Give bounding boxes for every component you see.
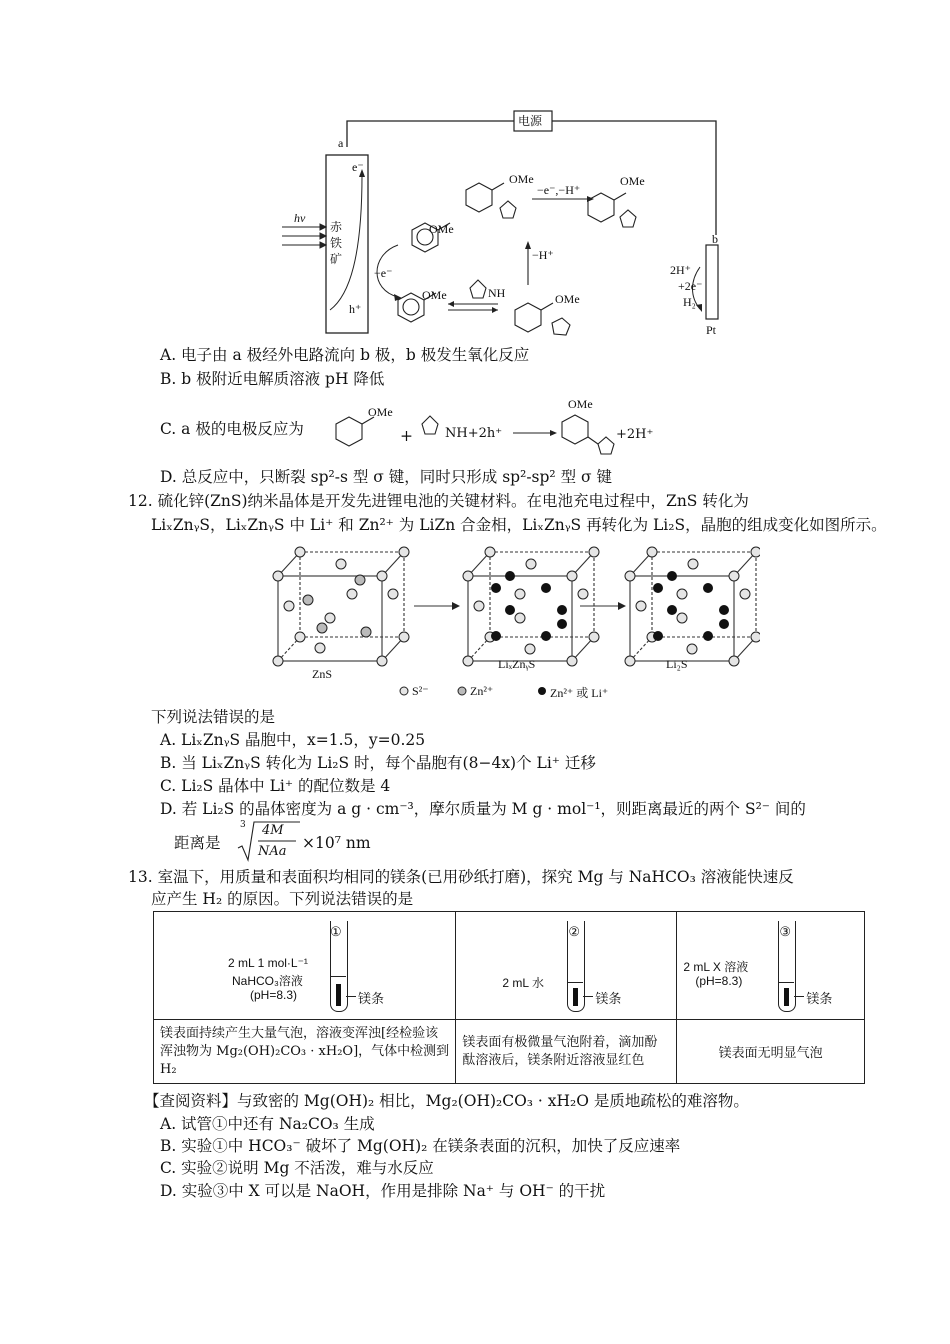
pt-electrode xyxy=(706,245,718,319)
q11-option-c-prefix: C. a 极的电极反应为 xyxy=(160,420,304,438)
q12-stem-line2: LiₓZnᵧS，LiₓZnᵧS 中 Li⁺ 和 Zn²⁺ 为 LiZn 合金相，LiₓZnᵧS 再转化为 Li₂S，晶胞的组成变化如图所示。 xyxy=(151,516,887,534)
ome-label-1: OMe xyxy=(429,222,454,236)
q13-stem-line2: 应产生 H₂ 的原因。下列说法错误的是 xyxy=(151,890,414,908)
q13-reference: 【查阅资料】与致密的 Mg(OH)₂ 相比，Mg₂(OH)₂CO₃ · xH₂O 是质地疏松的难溶物。 xyxy=(144,1092,749,1110)
tube-label-1c: (pH=8.3) xyxy=(250,987,298,1002)
q12-numerator: 4M xyxy=(262,823,284,838)
cell-label-li2s: Li₂S xyxy=(666,657,688,671)
tube-strip-2: 镁条 xyxy=(595,990,622,1006)
q13-stem-line1: 13. 室温下，用质量和表面积均相同的镁条(已用砂纸打磨)，探究 Mg 与 NaHCO₃ 溶液能快速反 xyxy=(128,868,794,886)
q11-c-ome-2: OMe xyxy=(568,397,593,411)
q12-root-index: 3 xyxy=(240,820,246,830)
q12-denominator: NAa xyxy=(258,844,287,859)
hematite-char-3: 矿 xyxy=(330,252,343,266)
power-label: 电源 xyxy=(518,114,543,128)
q12-option-a: A. LiₓZnᵧS 晶胞中，x=1.5，y=0.25 xyxy=(160,731,426,749)
q13-experiment-table xyxy=(153,911,865,1084)
q12-option-d-suffix: ×10⁷ nm xyxy=(302,834,371,852)
tube-label-2a: 2 mL 水 xyxy=(502,975,544,990)
electrode-a-label: a xyxy=(338,136,344,150)
tube-num-2: ② xyxy=(568,923,581,939)
legend-s-label: S²⁻ xyxy=(412,684,429,698)
minus-e-minus-h-label: −e⁻,−H⁺ xyxy=(537,183,581,197)
cell-label-lixznys: LiₓZnᵧS xyxy=(498,657,536,671)
legend-s-marker xyxy=(400,687,408,695)
q12-stem-line1: 12. 硫化锌(ZnS)纳米晶体是开发先进锂电池的关键材料。在电池充电过程中，ZnS 转化为 xyxy=(128,492,749,510)
hole-label: h⁺ xyxy=(349,302,362,316)
q12-option-b: B. 当 LiₓZnᵧS 转化为 Li₂S 时，每个晶胞有(8−4x)个 Li⁺ 迁移 xyxy=(160,754,596,772)
ome-label-4: OMe xyxy=(555,292,580,306)
q11-c-ome-1: OMe xyxy=(368,405,393,419)
cathode-h2: H₂ xyxy=(683,295,696,309)
tube-num-1: ① xyxy=(330,923,342,939)
light-label: hν xyxy=(294,211,306,225)
tube-label-1b: NaHCO₃溶液 xyxy=(232,973,303,988)
hematite-char-1: 赤 xyxy=(330,220,343,234)
electrode-b-label: b xyxy=(712,232,718,246)
minus-e-label: −e⁻ xyxy=(374,266,393,280)
q12-option-c: C. Li₂S 晶体中 Li⁺ 的配位数是 4 xyxy=(160,777,391,795)
cell-label-zns: ZnS xyxy=(312,667,333,681)
legend-zn-label: Zn²⁺ xyxy=(470,684,494,698)
tube-label-3b: (pH=8.3) xyxy=(695,973,743,988)
q13-option-a: A. 试管①中还有 Na₂CO₃ 生成 xyxy=(160,1115,375,1133)
q11-option-c-plus: + xyxy=(400,427,413,445)
q11-option-a: A. 电子由 a 极经外电路流向 b 极，b 极发生氧化反应 xyxy=(160,346,530,364)
tube-strip-1: 镁条 xyxy=(358,990,385,1006)
q12-crystal-figure xyxy=(270,540,760,715)
legend-znli-marker xyxy=(538,687,546,695)
q13-option-b: B. 实验①中 HCO₃⁻ 破坏了 Mg(OH)₂ 在镁条表面的沉积，加快了反应速率 xyxy=(160,1137,681,1155)
tube-cell-2 xyxy=(456,912,677,1020)
nh-label: NH xyxy=(488,286,506,300)
tube-strip-3: 镁条 xyxy=(806,990,833,1006)
q11-option-b: B. b 极附近电解质溶液 pH 降低 xyxy=(160,370,385,388)
q11-option-d: D. 总反应中，只断裂 sp²-s 型 σ 键，同时只形成 sp²-sp² 型 σ 键 xyxy=(160,468,613,486)
q11-option-c-nh: NH+2h⁺ xyxy=(445,426,503,441)
legend-zn-marker xyxy=(458,687,466,695)
tube-cell-3 xyxy=(677,912,865,1020)
result-cell-1: 镁表面持续产生大量气泡，溶液变浑浊[经检验该浑浊物为 Mg₂(OH)₂CO₃ · xH₂O]，气体中检测到 H₂ xyxy=(154,1020,456,1084)
cathode-2e: +2e⁻ xyxy=(678,279,703,293)
ome-label-2: OMe xyxy=(422,288,447,302)
q11-option-c-right: +2H⁺ xyxy=(616,427,654,442)
q12-option-d-line1: D. 若 Li₂S 的晶体密度为 a g · cm⁻³，摩尔质量为 M g · mol⁻¹，则距离最近的两个 S²⁻ 间的 xyxy=(160,800,806,818)
minus-h-label: −H⁺ xyxy=(532,248,554,262)
q13-option-c: C. 实验②说明 Mg 不活泼，难与水反应 xyxy=(160,1159,434,1177)
tube-label-3a: 2 mL X 溶液 xyxy=(683,959,749,974)
cathode-2h: 2H⁺ xyxy=(670,263,691,277)
result-cell-2: 镁表面有极微量气泡附着，滴加酚酞溶液后，镁条附近溶液显红色 xyxy=(456,1020,677,1084)
hematite-char-2: 铁 xyxy=(330,236,343,250)
ome-label-5: OMe xyxy=(620,174,645,188)
q12-option-d-prefix: 距离是 xyxy=(174,834,221,852)
electron-label: e⁻ xyxy=(352,160,364,174)
q12-prompt: 下列说法错误的是 xyxy=(151,708,276,726)
tube-num-3: ③ xyxy=(779,923,791,939)
tube-label-1a: 2 mL 1 mol·L⁻¹ xyxy=(228,955,308,970)
tube-cell-1 xyxy=(154,912,456,1020)
result-cell-3: 镁表面无明显气泡 xyxy=(677,1020,865,1084)
ome-label-3: OMe xyxy=(509,172,534,186)
legend-znli-label: Zn²⁺ 或 Li⁺ xyxy=(550,686,609,700)
q12-radical xyxy=(232,818,302,864)
q13-option-d: D. 实验③中 X 可以是 NaOH，作用是排除 Na⁺ 与 OH⁻ 的干扰 xyxy=(160,1182,606,1200)
pt-label: Pt xyxy=(706,323,717,337)
